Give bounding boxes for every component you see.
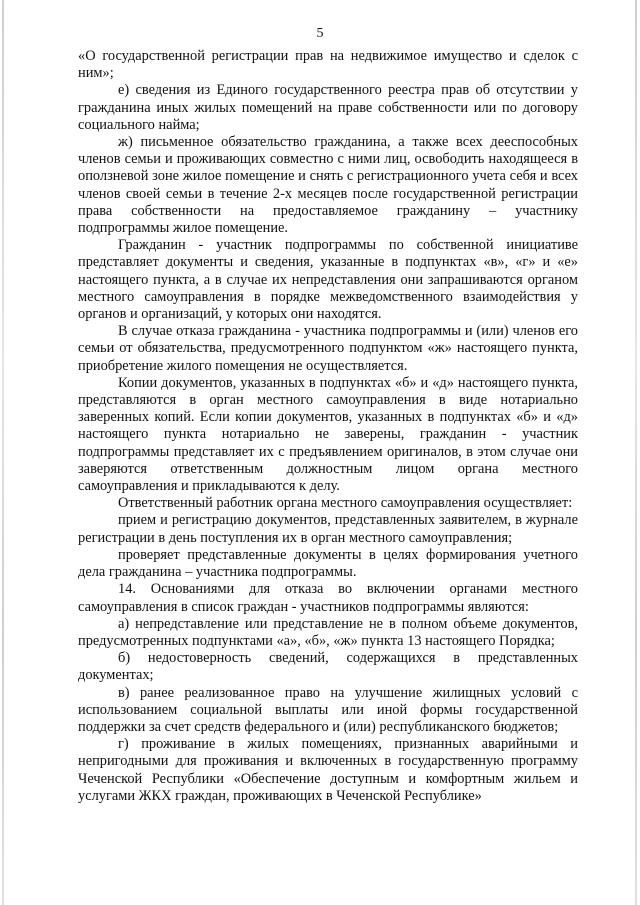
paragraph-responsible-worker: Ответственный работник органа местного самоуправления осуществляет: — [118, 495, 573, 512]
paragraph-item-b: б) недостоверность сведений, содержащихся в представленных документах; — [78, 650, 578, 684]
paragraph-registration: прием и регистрацию документов, представленных заявителем, в журнале регистрации в день поступления их в орган местного самоуправления; — [78, 512, 578, 546]
paragraph-section-14: 14. Основаниями для отказа во включении органами местного самоуправления в список граждан - участников подпрограммы являются: — [78, 581, 578, 615]
paragraph-item-zh: ж) письменное обязательство гражданина, а также всех дееспособных членов семьи и проживающих совместно с ними лиц, освободить находящееся в оползневой зоне жилое помещение и снять с регистрационного учета себя и всех членов своей семьи в течение 2-х месяцев после государственной регистрации права собственности на предоставляемое гражданину – участнику подпрограммы жилое помещение. — [78, 134, 578, 237]
paragraph-item-g: г) проживание в жилых помещениях, признанных аварийными и непригодными для проживания и включенных в государственную программу Чеченской Республики «Обеспечение доступным и комфортным жильем и услугами ЖКХ граждан, проживающих в Чеченской Республике» — [78, 736, 578, 804]
paragraph-item-a: а) непредставление или представление не в полном объеме документов, предусмотренных подпунктами «а», «б», «ж» пункта 13 настоящего Порядка; — [78, 615, 578, 649]
paragraph-own-initiative: Гражданин - участник подпрограммы по собственной инициативе представляет документы и сведения, указанные в подпунктах «в», «г» и «е» настоящего пункта, а в случае их непредставления они запрашиваются органом местного самоуправления в порядке межведомственного взаимодействия у органов и организаций, у которых они находятся. — [78, 237, 578, 323]
paragraph-continuation: «О государственной регистрации прав на недвижимое имущество и сделок с ним»; — [78, 48, 578, 82]
paragraph-item-v: в) ранее реализованное право на улучшение жилищных условий с использованием социальной выплаты или иной формы государственной поддержки за счет средств федерального и (или) республиканского бюджетов; — [78, 684, 578, 735]
document-body — [78, 48, 578, 805]
paragraph-document-copies: Копии документов, указанных в подпунктах «б» и «д» настоящего пункта, представляются в орган местного самоуправления в виде нотариально заверенных копий. Если копии документов, указанных в подпунктах «б» и «д» настоящего пункта нотариально не заверены, гражданин - участник подпрограммы представляет их с предъявлением оригиналов, в этом случае они заверяются ответственным должностным лицом органа местного самоуправления и прикладываются к делу. — [78, 374, 578, 495]
paragraph-verification: проверяет представленные документы в целях формирования учетного дела гражданина – участника подпрограммы. — [78, 546, 578, 581]
page-number: 5 — [316, 26, 324, 41]
scan-edge-right — [635, 0, 637, 905]
paragraph-item-e: е) сведения из Единого государственного реестра прав об отсутствии у гражданина иных жилых помещений на праве собственности или по договору социального найма; — [78, 82, 578, 133]
scan-edge-left — [2, 0, 4, 905]
paragraph-refusal-obligation: В случае отказа гражданина - участника подпрограммы и (или) членов его семьи от обязательства, предусмотренного подпунктом «ж» настоящего пункта, приобретение жилого помещения не осуществляется. — [78, 323, 578, 374]
